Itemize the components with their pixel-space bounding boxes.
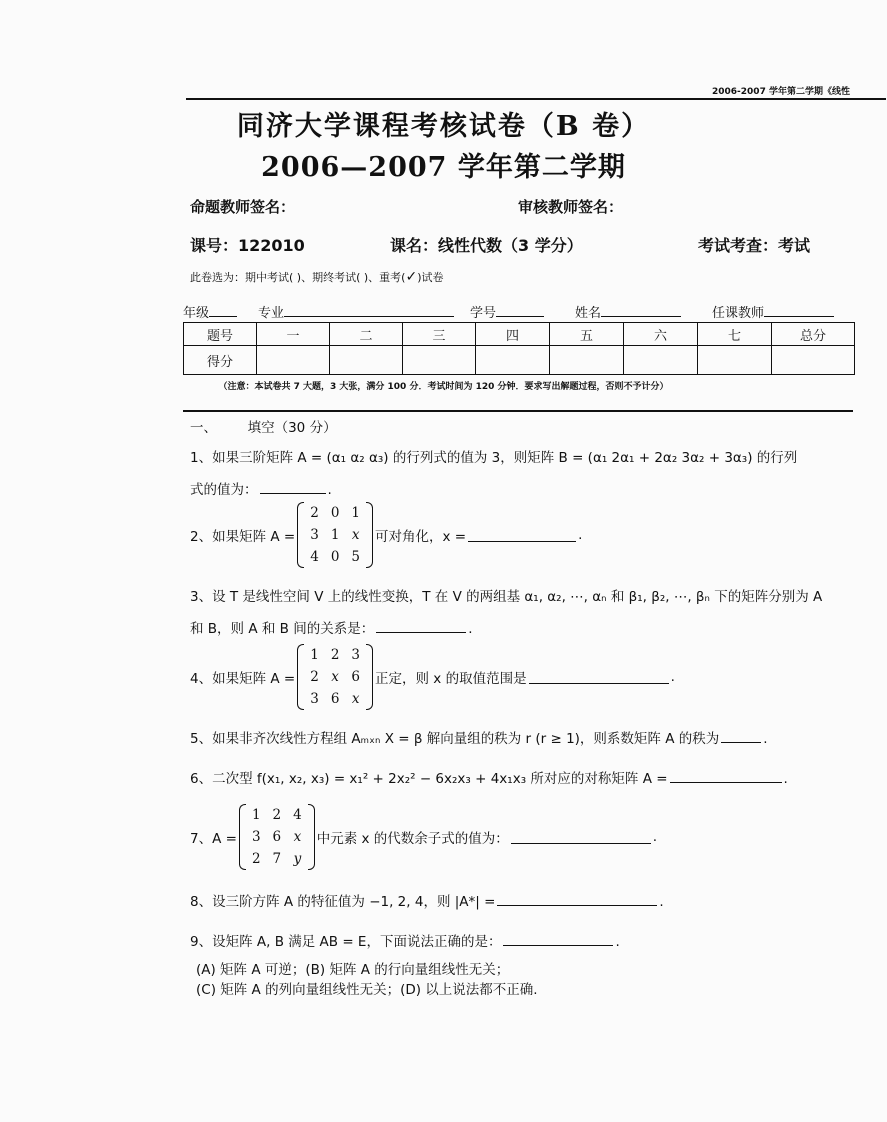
exam-title: 同济大学课程考核试卷（B 卷） <box>236 111 651 142</box>
top-rule <box>186 98 886 100</box>
score-header-cell: 一 <box>257 323 330 346</box>
question-4: 4、如果矩阵 A = 1 2 3 2 x 6 3 6 x 正定，则 x 的取值范围是 . <box>190 644 675 710</box>
paper-choice-prefix: 此卷选为：期中考试( <box>190 271 294 284</box>
course-number: 课号：122010 <box>190 236 305 255</box>
student-id-label: 学号 <box>470 302 544 321</box>
reviewer-signature-label: 审核教师签名： <box>518 198 624 216</box>
question-9: 9、设矩阵 A, B 满足 AB = E，下面说法正确的是： . <box>190 934 620 950</box>
exam-subtitle: 2006—2007 学年第二学期 <box>261 152 626 183</box>
question-1-line-1: 1、如果三阶矩阵 A = (α₁ α₂ α₃) 的行列式的值为 3，则矩阵 B = (α₁ 2α₁ + 2α₂ 3α₂ + 3α₃) 的行列 <box>190 450 798 466</box>
matrix-q4: 1 2 3 2 x 6 3 6 x <box>297 644 373 710</box>
question-2: 2、如果矩阵 A = 2 0 1 3 1 x 4 0 5 可对角化，x = . <box>190 502 582 568</box>
question-9-options-2: (C) 矩阵 A 的列向量组线性无关；(D) 以上说法都不正确. <box>196 982 538 998</box>
score-table <box>183 322 855 375</box>
check-icon: ✓ <box>405 269 418 285</box>
note-rule <box>183 410 853 412</box>
section-title: 填空（30 分） <box>247 420 337 436</box>
score-cell <box>772 346 855 375</box>
score-header-cell: 七 <box>698 323 772 346</box>
score-cell <box>550 346 624 375</box>
question-8: 8、设三阶方阵 A 的特征值为 −1, 2, 4，则 |A*| = . <box>190 894 664 910</box>
score-header-cell: 二 <box>330 323 403 346</box>
score-header-cell: 总分 <box>772 323 855 346</box>
score-cell <box>698 346 772 375</box>
setter-signature-label: 命题教师签名： <box>190 198 296 216</box>
score-row-label: 得分 <box>184 346 257 375</box>
paper-choice-suffix: )试卷 <box>417 271 444 284</box>
student-grade-label: 年级 <box>183 302 237 321</box>
score-cell <box>476 346 550 375</box>
score-header-cell: 四 <box>476 323 550 346</box>
question-5: 5、如果非齐次线性方程组 Aₘₓₙ X = β 解向量组的秩为 r (r ≥ 1)，则系数矩阵 A 的秩为 . <box>190 731 768 747</box>
score-header-cell: 题号 <box>184 323 257 346</box>
score-cell <box>330 346 403 375</box>
student-name-label: 姓名 <box>575 302 681 321</box>
exam-type: 考试考查：考试 <box>698 236 811 255</box>
section-number: 一、 <box>190 420 217 436</box>
score-cell <box>624 346 698 375</box>
score-header-cell: 六 <box>624 323 698 346</box>
section-heading <box>190 416 337 436</box>
score-cell <box>403 346 476 375</box>
score-cell <box>257 346 330 375</box>
paper-choice <box>190 269 444 285</box>
exam-note: （注意：本试卷共 7 大题，3 大张，满分 100 分．考试时间为 120 分钟．要求写出解题过程，否则不予计分） <box>218 382 669 392</box>
question-3-line-2: 和 B，则 A 和 B 间的关系是： . <box>190 621 473 637</box>
question-1-line-2: 式的值为： . <box>190 482 332 498</box>
matrix-q2: 2 0 1 3 1 x 4 0 5 <box>297 502 373 568</box>
question-9-options-1: (A) 矩阵 A 可逆；(B) 矩阵 A 的行向量组线性无关； <box>196 962 510 978</box>
matrix-q7: 1 2 4 3 6 x 2 7 y <box>239 804 315 870</box>
paper-choice-mid: )、期终考试( <box>296 271 361 284</box>
header-reference: 2006-2007 学年第二学期《线性 <box>712 87 850 97</box>
paper-choice-mid2: )、重考( <box>363 271 406 284</box>
question-6: 6、二次型 f(x₁, x₂, x₃) = x₁² + 2x₂² − 6x₂x₃ + 4x₁x₃ 所对应的对称矩阵 A = . <box>190 771 788 787</box>
course-name: 课名：线性代数（3 学分） <box>390 236 583 255</box>
student-major-label: 专业 <box>258 302 454 321</box>
question-7: 7、A = 1 2 4 3 6 x 2 7 y 中元素 x 的代数余子式的值为： . <box>190 804 657 870</box>
score-header-cell: 五 <box>550 323 624 346</box>
score-header-cell: 三 <box>403 323 476 346</box>
teacher-label: 任课教师 <box>712 302 834 321</box>
question-3-line-1: 3、设 T 是线性空间 V 上的线性变换，T 在 V 的两组基 α₁, α₂, ⋯, αₙ 和 β₁, β₂, ⋯, βₙ 下的矩阵分别为 A <box>190 589 823 605</box>
